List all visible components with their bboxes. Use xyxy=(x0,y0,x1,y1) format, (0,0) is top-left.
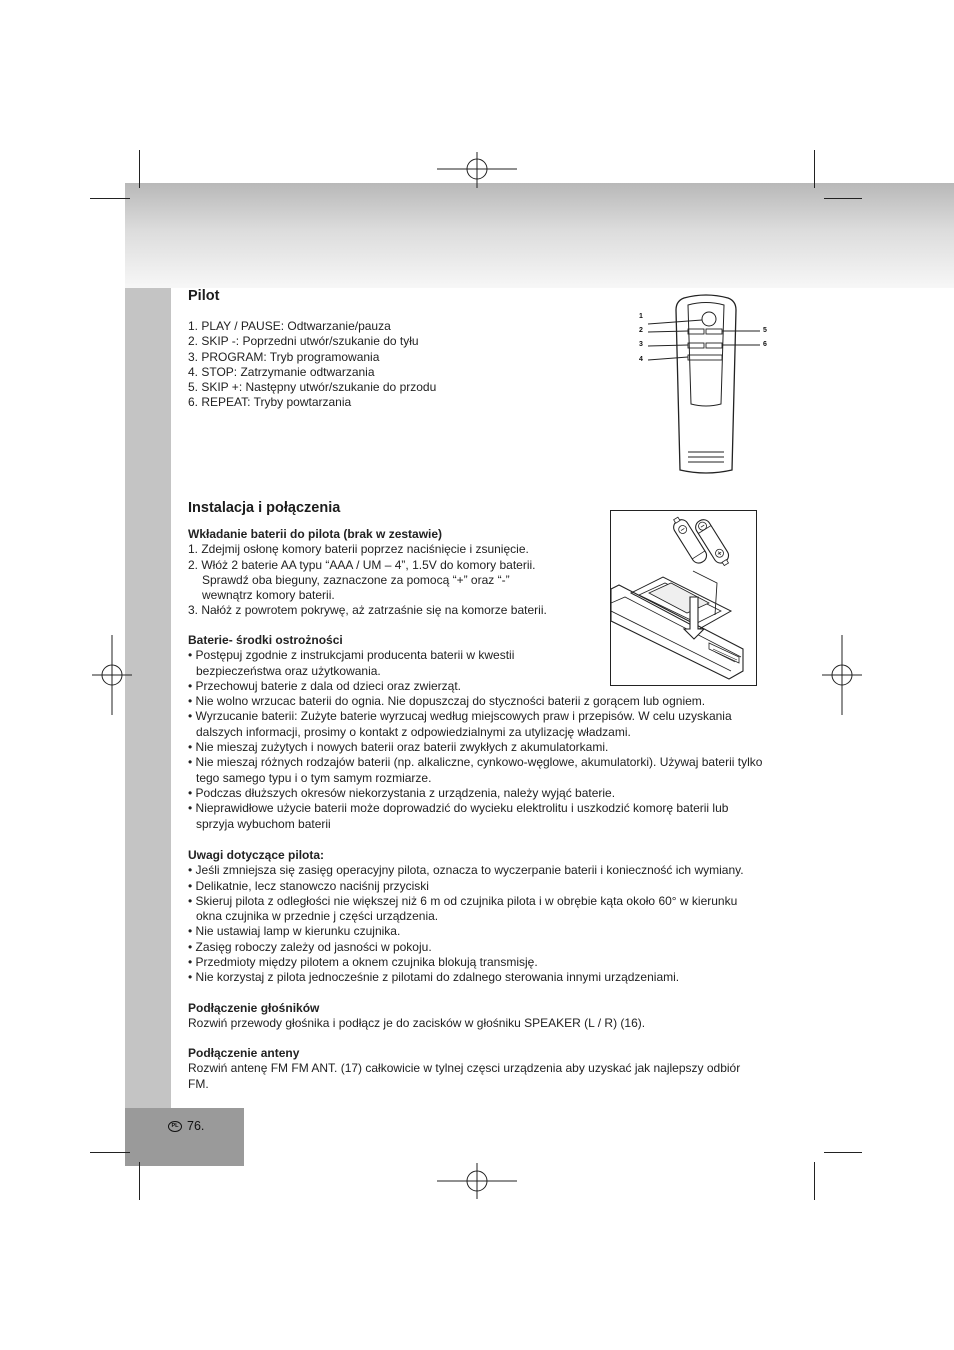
list-item: wewnątrz komory baterii. xyxy=(202,588,335,603)
paragraph: Rozwiń antenę FM FM ANT. (17) całkowicie w tylnej częsci urządzenia aby uzyskać jak najlepszy odbiór xyxy=(188,1061,741,1076)
language-badge: PL xyxy=(168,1121,182,1132)
list-item: • Zasięg roboczy zależy od jasności w pokoju. xyxy=(188,939,432,954)
page-number: 76. xyxy=(187,1119,205,1133)
list-item: 5. SKIP +: Następny utwór/szukanie do przodu xyxy=(188,380,437,395)
list-item: • Przedmioty między pilotem a oknem czujnika blokują transmisję. xyxy=(188,955,538,970)
callout-label: 5 xyxy=(763,327,767,334)
battery-insertion-section xyxy=(188,527,547,619)
paragraph: Rozwiń przewody głośnika i podłącz je do zacisków w głośniku SPEAKER (L / R) (16). xyxy=(188,1016,646,1031)
list-item: • Postępuj zgodnie z instrukcjami producenta baterii w kwestii xyxy=(188,648,515,663)
list-item: Sprawdź oba bieguny, zaznaczone za pomocą “+” oraz “-” xyxy=(202,572,510,587)
footer-box xyxy=(125,1108,244,1166)
antenna-section xyxy=(188,1046,740,1092)
paragraph: FM. xyxy=(188,1076,209,1091)
pilot-button-list xyxy=(188,319,436,411)
list-item: • Jeśli zmniejsza się zasięg operacyjny pilota, oznacza to wyczerpanie baterii i konieczność ich wymiany. xyxy=(188,863,744,878)
list-item: okna czujnika w przednie j części urządzenia. xyxy=(196,909,439,924)
list-item: • Nie korzystaj z pilota jednocześnie z pilotami do zdalnego sterowania innymi urządzeniami. xyxy=(188,970,680,985)
list-item: • Nie mieszaj zużytych i nowych baterii oraz baterii zwykłych z akumulatorkami. xyxy=(188,740,609,755)
install-title: Instalacja i połączenia xyxy=(188,500,341,516)
battery-insertion-figure xyxy=(610,510,757,686)
list-item: 1. PLAY / PAUSE: Odtwarzanie/pauza xyxy=(188,319,391,333)
callout-label: 6 xyxy=(763,341,767,348)
pilot-title: Pilot xyxy=(188,288,220,304)
speakers-section xyxy=(188,1001,645,1032)
list-item: dalszych informacji, prosimy o kontakt z odpowiedzialnymi za utylizację władzami. xyxy=(196,724,631,739)
section-heading: Uwagi dotyczące pilota: xyxy=(188,848,325,862)
callout-label: 3 xyxy=(639,341,643,348)
remote-notes-section xyxy=(188,848,744,986)
list-item: • Przechowuj baterie z dala od dzieci oraz zwierząt. xyxy=(188,678,461,693)
page-number-row xyxy=(168,1119,204,1133)
list-item: 4. STOP: Zatrzymanie odtwarzania xyxy=(188,364,375,379)
list-item: 2. SKIP -: Poprzedni utwór/szukanie do tyłu xyxy=(188,334,419,349)
list-item: tego samego typu i o tym samym rozmiarze. xyxy=(196,770,432,785)
callout-label: 4 xyxy=(639,356,643,363)
list-item: 1. Zdejmij osłonę komory baterii poprzez naciśnięcie i zsunięcie. xyxy=(188,542,529,557)
list-item: • Delikatnie, lecz stanowczo naciśnij przyciski xyxy=(188,878,429,893)
section-heading: Podłączenie głośników xyxy=(188,1001,320,1015)
section-heading: Baterie- środki ostrożności xyxy=(188,633,343,647)
list-item: 2. Włóż 2 baterie AA typu “AAA / UM – 4”, 1.5V do komory baterii. xyxy=(188,557,536,572)
list-item: 3. PROGRAM: Tryb programowania xyxy=(188,349,380,364)
list-item: • Podczas dłuższych okresów niekorzystania z urządzenia, należy wyjąć baterie. xyxy=(188,785,616,800)
callout-label: 2 xyxy=(639,327,643,334)
section-heading: Wkładanie baterii do pilota (brak w zestawie) xyxy=(188,527,443,541)
section-heading: Podłączenie anteny xyxy=(188,1046,300,1060)
list-item: • Wyrzucanie baterii: Zużyte baterie wyrzucaj według miejscowych praw i przepisów. W celu uzyskania xyxy=(188,709,732,724)
list-item: • Nie mieszaj różnych rodzajów baterii (np. alkaliczne, cynkowo-węglowe, akumulatorki). Używaj baterii tylko xyxy=(188,755,763,770)
remote-control-illustration xyxy=(636,292,776,477)
list-item: 3. Nałóż z powrotem pokrywę, aż zatrzaśnie się na komorze baterii. xyxy=(188,603,547,618)
list-item: • Skieruj pilota z odległości nie większej niż 6 m od czujnika pilota i w obrębie kąta około 60° w kierunku xyxy=(188,893,738,908)
list-item: • Nie ustawiaj lamp w kierunku czujnika. xyxy=(188,924,401,939)
list-item: sprzyja wybuchom baterii xyxy=(196,816,331,831)
list-item: bezpieczeństwa oraz użytkowania. xyxy=(196,663,381,678)
list-item: • Nie wolno wrzucac baterii do ognia. Nie dopuszczaj do styczności baterii z gorącem lub ogniem. xyxy=(188,694,706,709)
list-item: • Nieprawidłowe użycie baterii może doprowadzić do wycieku elektrolitu i uszkodzić komorę baterii lub xyxy=(188,801,729,816)
list-item: 6. REPEAT: Tryby powtarzania xyxy=(188,395,352,410)
callout-label: 1 xyxy=(639,313,643,320)
